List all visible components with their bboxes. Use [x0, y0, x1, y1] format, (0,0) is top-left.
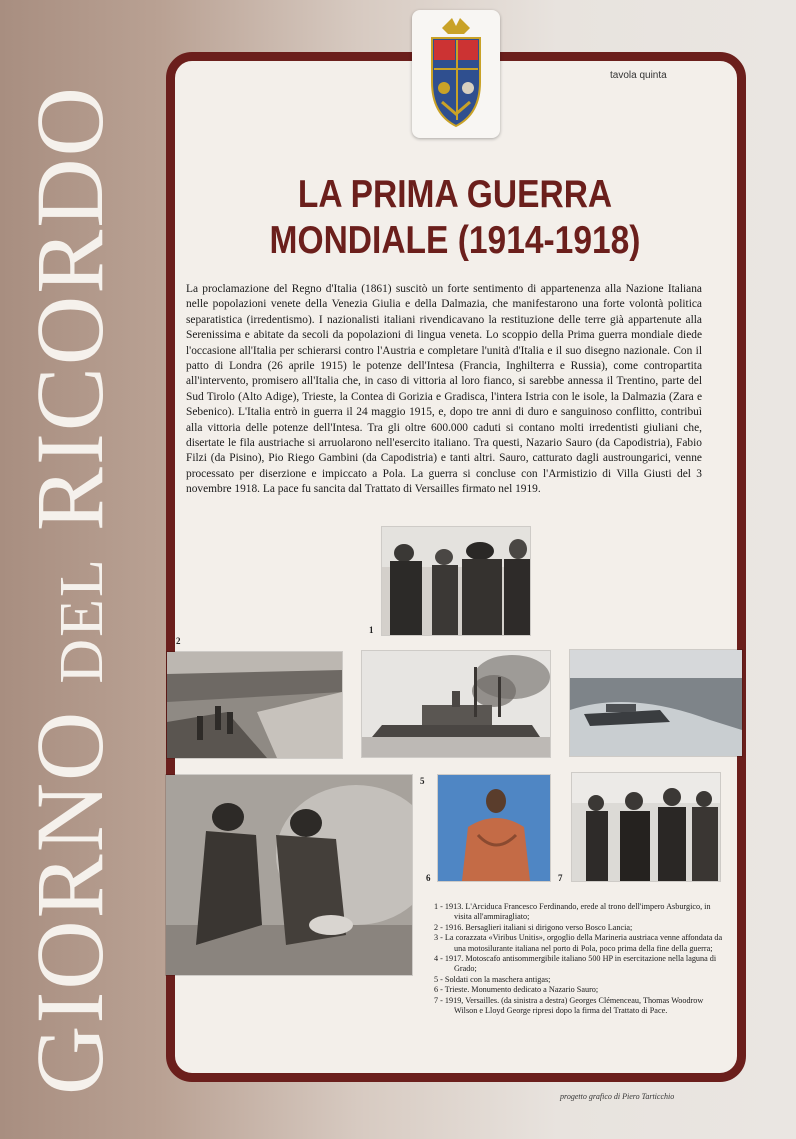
photo-archduke — [382, 527, 530, 635]
caption-5: 5 - Soldati con la maschera antigas; — [434, 974, 551, 984]
caption-1: 1 - 1913. L'Arciduca Francesco Ferdinando, erede al trono dell'impero Asburgico, in visita all'ammiragliato; — [434, 902, 711, 922]
photo-number-7: 7 — [558, 873, 563, 883]
page-title — [240, 172, 670, 264]
photo-versailles — [572, 773, 720, 881]
photo-number-6: 6 — [426, 873, 431, 883]
photo-viribus-unitis — [362, 651, 550, 757]
caption-6: 6 - Trieste. Monumento dedicato a Nazario Sauro; — [434, 985, 599, 995]
caption-7: 7 - 1919, Versailles. (da sinistra a destra) Georges Clémenceau, Thomas Woodrow Wilson e Lloyd George ripresi dopo la firma del Trattato di Pace. — [434, 995, 704, 1016]
photo-motoscafo — [570, 650, 742, 756]
coat-of-arms-icon — [412, 10, 500, 138]
design-credit: progetto grafico di Piero Tarticchio — [560, 1092, 675, 1101]
caption-2: 2 - 1916. Bersaglieri italiani si dirigono verso Bosco Lancia; — [434, 922, 633, 932]
title-line-2: MONDIALE (1914-1918) — [269, 219, 641, 262]
vertical-title-word-ricordo: RICORDO — [16, 85, 123, 532]
vertical-title-word-giorno: GIORNO — [16, 709, 123, 1095]
vertical-title — [10, 50, 130, 1130]
tavola-label: tavola quinta — [610, 70, 667, 81]
photo-maschera-antigas — [166, 775, 412, 975]
photo-number-1: 1 — [369, 625, 374, 635]
photo-monumento-sauro — [438, 775, 550, 881]
title-line-1: LA PRIMA GUERRA — [297, 173, 613, 216]
vertical-title-word-del: DEL — [48, 557, 116, 684]
photo-number-2: 2 — [176, 636, 181, 646]
photo-bersaglieri — [167, 652, 342, 758]
photo-number-5: 5 — [420, 776, 425, 786]
body-text: La proclamazione del Regno d'Italia (1861) suscitò un forte sentimento di appartenenza alla Nazione Italiana nelle popolazioni venete della Venezia Giulia e della Dalmazia, che manifestarono una forte volontà politica separatistica (irredentismo). I nazionalisti italiani rivendicavano la restituzione delle terre già appartenute alla Serenissima e abitate da secoli da popolazioni di lingua veneta. Lo scoppio della Prima guerra mondiale diede l'occasione all'Italia per schierarsi contro l'Austria e completare l'unità d'Italia e il suo disegno nazionale. Con il patto di Londra (26 aprile 1915) le potenze dell'Intesa (Francia, Inghilterra e Russia), come contropartita all'intervento, promisero all'Italia che, in caso di vittoria al loro fianco, si sarebbe annessa il Trentino, parte del Sud Tirolo (Alto Adige), Trieste, la Contea di Gorizia e Gradisca, l'intera Istria con le isole, la Dalmazia (Zara e Sebenico). L'Italia entrò in guerra il 24 maggio 1915, e, dopo tre anni di duro e sanguinoso conflitto, contribuì alla vittoria delle potenze dell'Intesa. Tra gli oltre 600.000 caduti si contano molti irredentisti giuliani che, disertate le fila austriache si arruolarono nell'esercito italiano. Tra questi, Nazario Sauro (da Capodistria), Fabio Filzi (da Pisino), Pio Riego Gambini (da Capodistria) e tanti altri. Sauro, catturato dagli austroungarici, venne processato per diserzione e impiccato a Pola. La guerra si concluse con l'Armistizio di Villa Giusti del 3 novembre 1918. La pace fu sancita dal Trattato di Versailles firmato nel 1919. — [186, 283, 702, 496]
photo-captions — [434, 902, 724, 1016]
caption-4: 4 - 1917. Motoscafo antisommergibile italiano 500 HP in esercitazione nella laguna di Grado; — [434, 954, 717, 974]
caption-3: 3 - La corazzata «Viribus Unitis», orgoglio della Marineria austriaca venne affondata da una motosilurante italiana nel porto di Pola, poco prima della fine della guerra; — [434, 933, 723, 953]
